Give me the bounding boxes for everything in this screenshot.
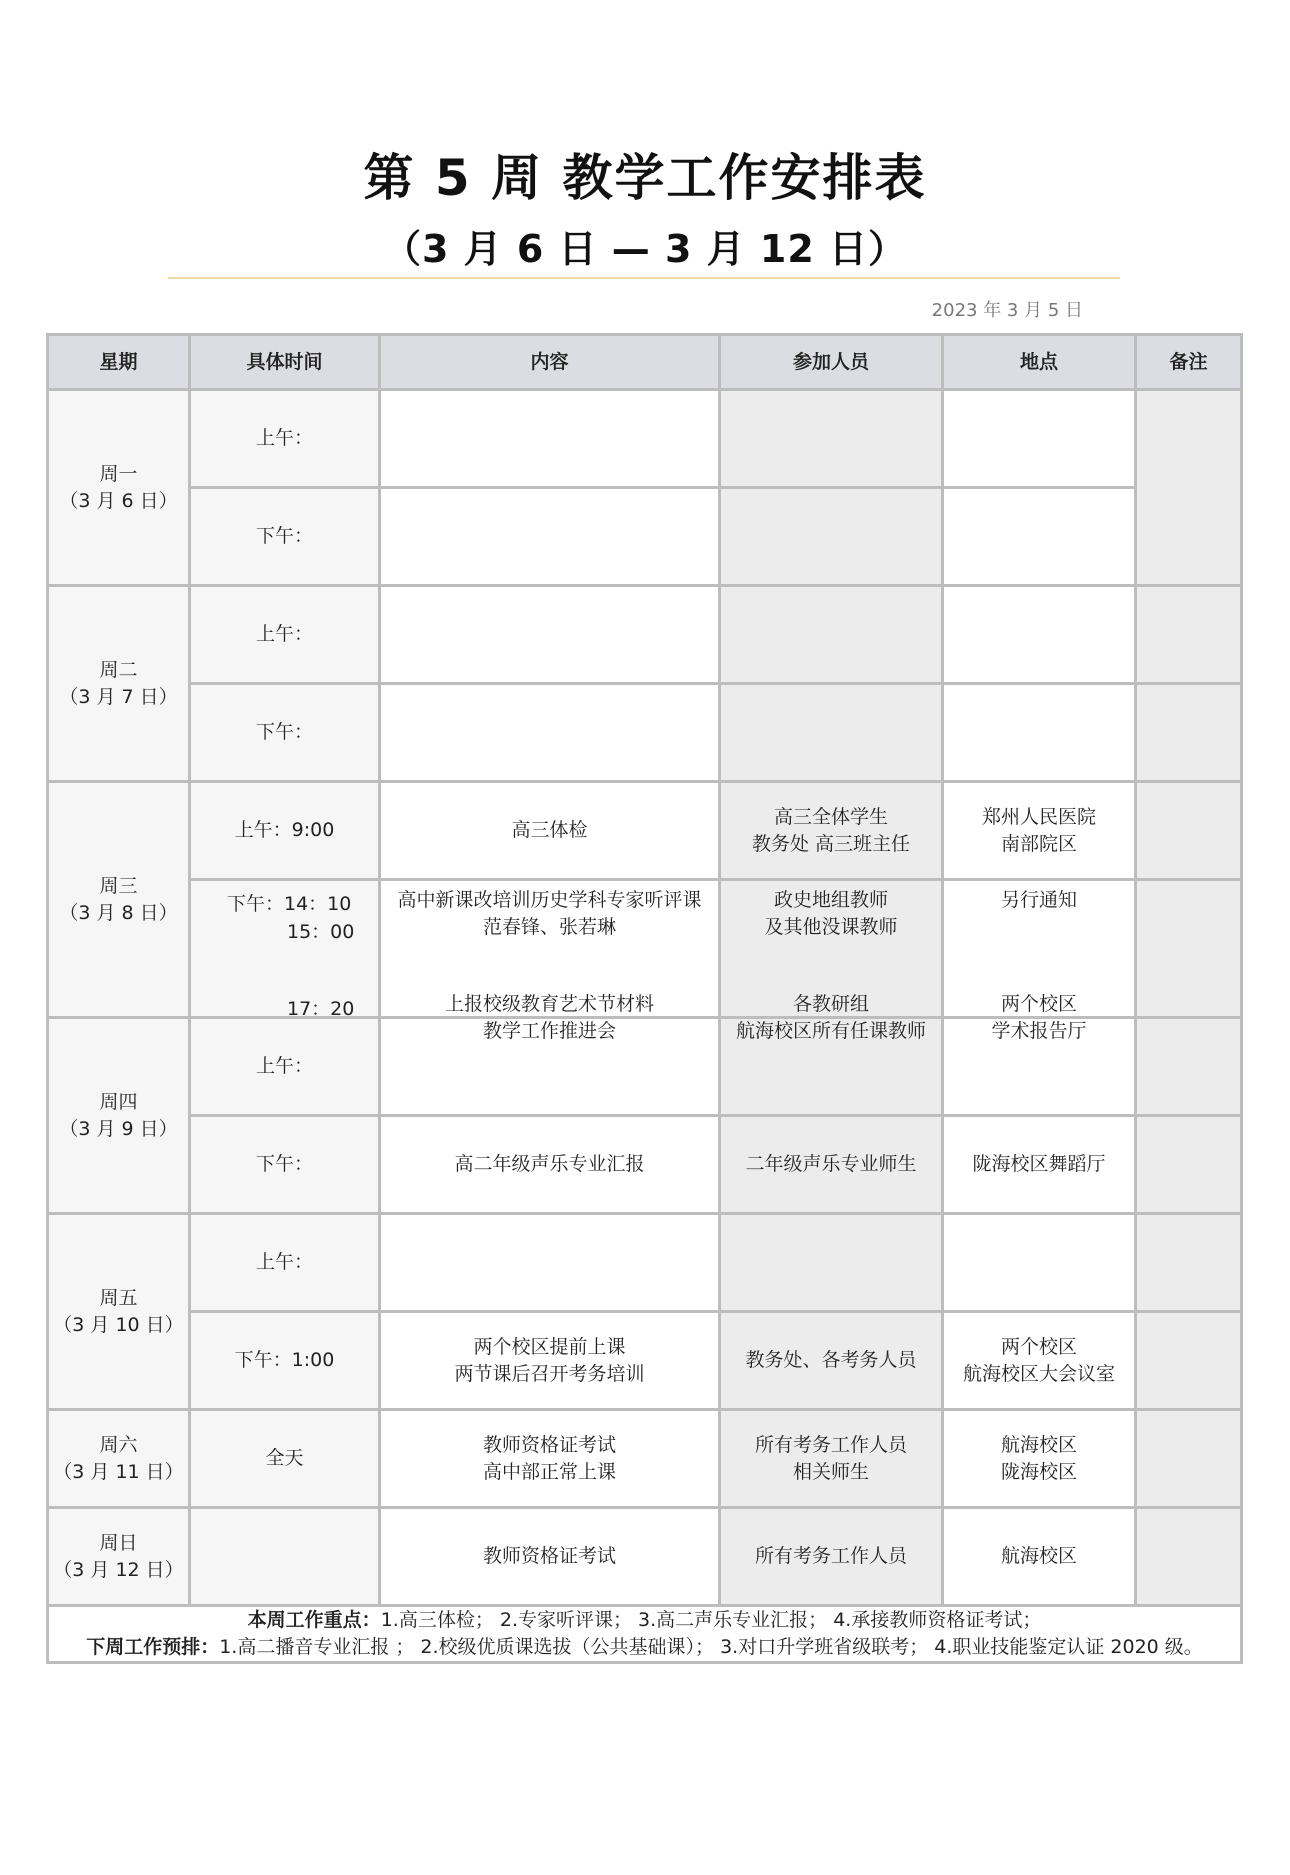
schedule-table [46, 333, 1243, 1664]
place-line: 另行通知 [1000, 889, 1077, 911]
people-cell [720, 488, 943, 586]
day-cell-sat [48, 1410, 190, 1508]
content-cell [380, 1410, 720, 1508]
place-line: 陇海校区 [1000, 1460, 1077, 1483]
content-cell: 教师资格证考试 [380, 1508, 720, 1606]
day-label: 周二 [99, 658, 138, 681]
people-cell [720, 782, 943, 880]
day-label: 周五 [99, 1286, 138, 1309]
day-label: 周三 [99, 874, 138, 897]
place-cell [943, 1214, 1136, 1312]
focus-line [49, 1607, 1240, 1634]
note-cell [1136, 1410, 1242, 1508]
note-cell [1136, 1116, 1242, 1214]
content-cell [380, 1214, 720, 1312]
day-label: 周四 [99, 1090, 138, 1113]
table-row [48, 1116, 1242, 1214]
place-line: 两个校区 [1000, 1335, 1077, 1358]
people-line: 航海校区所有任课教师 [735, 1020, 926, 1042]
content-line: 上报校级教育艺术节材料 [444, 993, 654, 1015]
table-row [48, 1410, 1242, 1508]
note-cell [1136, 1018, 1242, 1116]
people-line: 及其他没课教师 [764, 916, 898, 938]
time-line: 下午：14：10 [227, 893, 352, 915]
table-row [48, 1214, 1242, 1312]
day-date: （3 月 9 日） [59, 1117, 178, 1140]
table-row [48, 390, 1242, 488]
time-cell: 上午： [190, 1214, 380, 1312]
page-title: 第 5 周 教学工作安排表 [363, 149, 927, 207]
place-cell [943, 782, 1136, 880]
content-cell: 高二年级声乐专业汇报 [380, 1116, 720, 1214]
place-line: 两个校区 [1000, 993, 1077, 1015]
focus-label: 本周工作重点： [247, 1609, 381, 1631]
col-header-people: 参加人员 [720, 335, 943, 390]
content-line: 两节课后召开考务培训 [454, 1362, 645, 1385]
content-cell [380, 1312, 720, 1410]
time-line: 15：00 [287, 921, 355, 943]
note-cell [1136, 880, 1242, 1018]
next-text: 1.高二播音专业汇报 ； 2.校级优质课选拔（公共基础课）； 3.对口升学班省级联考； 4.职业技能鉴定认证 2020 级。 [219, 1636, 1203, 1658]
day-cell-wed [48, 782, 190, 1018]
day-date: （3 月 10 日） [53, 1313, 184, 1336]
day-date: （3 月 8 日） [59, 901, 178, 924]
people-cell [720, 880, 943, 1042]
people-line: 所有考务工作人员 [754, 1433, 907, 1456]
day-date: （3 月 11 日） [53, 1460, 184, 1483]
day-cell-tue [48, 586, 190, 782]
footer-cell [48, 1606, 1242, 1663]
page-subtitle: （3 月 6 日 — 3 月 12 日） [382, 227, 908, 271]
people-line: 相关师生 [792, 1460, 869, 1483]
place-line: 航海校区大会议室 [962, 1362, 1115, 1385]
next-label: 下周工作预排： [86, 1636, 220, 1658]
note-cell [1136, 782, 1242, 880]
people-cell [720, 390, 943, 488]
footer-row [48, 1606, 1242, 1663]
content-line: 高中新课改培训历史学科专家听评课 [397, 889, 702, 911]
focus-text: 1.高三体检； 2.专家听评课； 3.高二声乐专业汇报； 4.承接教师资格证考试； [380, 1609, 1042, 1631]
time-cell [190, 880, 380, 1018]
content-line: 高中部正常上课 [482, 1460, 616, 1483]
table-row [48, 782, 1242, 880]
time-cell: 上午： [190, 586, 380, 684]
content-line: 教师资格证考试 [482, 1433, 616, 1456]
table-row [48, 1312, 1242, 1410]
time-cell: 全天 [190, 1410, 380, 1508]
table-row [48, 1508, 1242, 1606]
table-row [48, 586, 1242, 684]
day-label: 周一 [99, 462, 138, 485]
place-line: 南部院区 [1000, 832, 1077, 855]
place-cell: 陇海校区舞蹈厅 [943, 1116, 1136, 1214]
time-line: 17：20 [287, 998, 355, 1020]
content-cell [380, 390, 720, 488]
table-row [48, 880, 1242, 1018]
col-header-note: 备注 [1136, 335, 1242, 390]
content-line: 范春锋、张若琳 [482, 916, 616, 938]
content-cell [380, 488, 720, 586]
time-cell: 上午：9:00 [190, 782, 380, 880]
people-cell [720, 1410, 943, 1508]
place-line: 学术报告厅 [991, 1020, 1087, 1042]
note-cell [1136, 1214, 1242, 1312]
people-line: 各教研组 [792, 993, 869, 1015]
people-cell [720, 1214, 943, 1312]
note-cell [1136, 1508, 1242, 1606]
content-cell: 高三体检 [380, 782, 720, 880]
note-cell [1136, 390, 1242, 586]
people-cell [720, 684, 943, 782]
day-label: 周日 [99, 1531, 138, 1554]
content-cell [380, 880, 720, 1042]
table-row [48, 684, 1242, 782]
people-cell: 二年级声乐专业师生 [720, 1116, 943, 1214]
next-line [49, 1634, 1240, 1661]
issue-date: 2023 年 3 月 5 日 [931, 300, 1083, 321]
people-cell: 教务处、各考务人员 [720, 1312, 943, 1410]
place-cell [943, 390, 1136, 488]
day-label: 周六 [99, 1433, 138, 1456]
note-cell [1136, 586, 1242, 684]
day-cell-fri [48, 1214, 190, 1410]
people-line: 政史地组教师 [773, 889, 888, 911]
content-line: 两个校区提前上课 [473, 1335, 626, 1358]
place-line: 郑州人民医院 [981, 805, 1096, 828]
note-cell [1136, 684, 1242, 782]
content-cell [380, 684, 720, 782]
time-cell: 上午： [190, 390, 380, 488]
day-cell-sun [48, 1508, 190, 1606]
place-cell [943, 488, 1136, 586]
place-cell [943, 586, 1136, 684]
col-header-content: 内容 [380, 335, 720, 390]
col-header-place: 地点 [943, 335, 1136, 390]
day-date: （3 月 7 日） [59, 685, 178, 708]
time-cell: 下午： [190, 684, 380, 782]
content-cell [380, 586, 720, 684]
time-cell: 下午：1:00 [190, 1312, 380, 1410]
note-cell [1136, 1312, 1242, 1410]
people-cell: 所有考务工作人员 [720, 1508, 943, 1606]
day-cell-mon [48, 390, 190, 586]
table-header-row [48, 335, 1242, 390]
people-line: 高三全体学生 [773, 805, 888, 828]
people-cell [720, 586, 943, 684]
people-line: 教务处 高三班主任 [751, 832, 911, 855]
col-header-time: 具体时间 [190, 335, 380, 390]
content-line: 教学工作推进会 [482, 1020, 616, 1042]
time-cell: 下午： [190, 488, 380, 586]
place-line: 航海校区 [1000, 1433, 1077, 1456]
place-cell [943, 1410, 1136, 1508]
col-header-day: 星期 [48, 335, 190, 390]
day-cell-thu [48, 1018, 190, 1214]
day-date: （3 月 12 日） [53, 1558, 184, 1581]
time-cell: 上午： [190, 1018, 380, 1116]
table-row [48, 488, 1242, 586]
place-cell [943, 684, 1136, 782]
day-date: （3 月 6 日） [59, 489, 178, 512]
time-cell: 下午： [190, 1116, 380, 1214]
place-cell [943, 1312, 1136, 1410]
time-cell [190, 1508, 380, 1606]
place-cell: 航海校区 [943, 1508, 1136, 1606]
title-divider [168, 277, 1120, 279]
place-cell [943, 880, 1136, 1042]
